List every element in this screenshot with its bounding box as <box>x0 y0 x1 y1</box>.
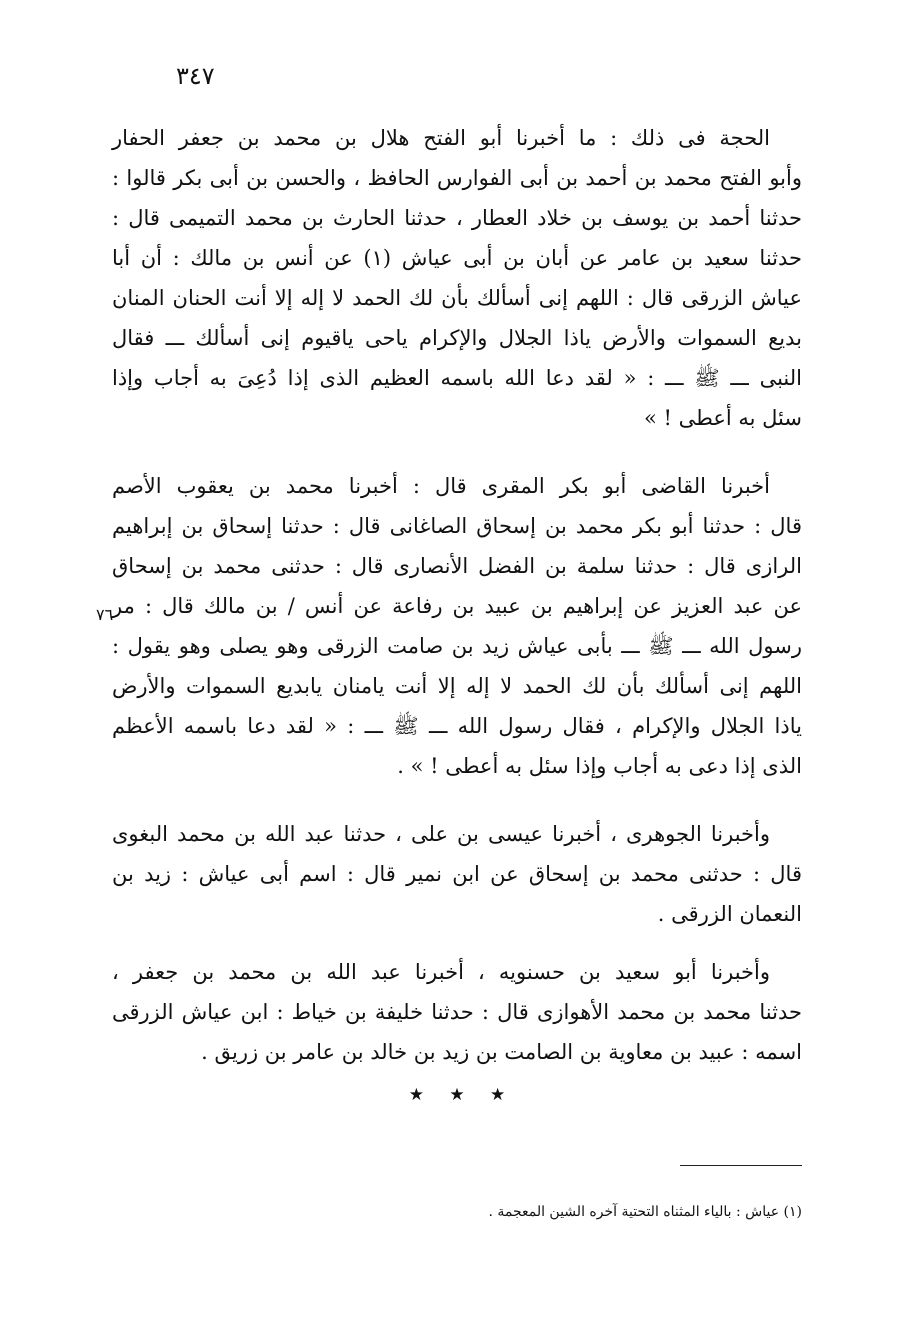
paragraph-3 <box>112 814 802 944</box>
page-number: ٣٤٧ <box>176 62 215 90</box>
text-line: الذى إذا دعى به أجاب وإذا سئل به أعطى ! » . <box>397 754 802 778</box>
text-line: حدثنا محمد بن محمد الأهوازى قال : حدثنا خليفة بن خياط : ابن عياش الزرقى <box>112 1000 802 1024</box>
text-line: حدثنا أحمد بن يوسف بن خلاد العطار ، حدثنا الحارث بن محمد التميمى قال : <box>112 206 802 230</box>
text-line: اللهم إنى أسألك بأن لك الحمد لا إله إلا أنت يامنان يابديع السموات والأرض <box>112 674 802 698</box>
text-line: الرازى قال : حدثنا سلمة بن الفضل الأنصارى قال : حدثنى محمد بن إسحاق <box>112 554 802 578</box>
footnote-rule <box>680 1165 802 1166</box>
text-line: ياذا الجلال والإكرام ، فقال رسول الله ـــ ﷺ ـــ : « لقد دعا باسمه الأعظم <box>112 714 802 738</box>
text-line: قال : حدثنى محمد بن إسحاق عن ابن نمير قال : اسم أبى عياش : زيد بن <box>112 862 802 886</box>
text-line: وأبو الفتح محمد بن أحمد بن أبى الفوارس الحافظ ، والحسن بن أبى بكر قالوا : <box>112 166 802 190</box>
text-line: اسمه : عبيد بن معاوية بن الصامت بن زيد بن خالد بن عامر بن زريق . <box>201 1040 802 1064</box>
paragraph-4 <box>112 952 802 1082</box>
text-line: عياش الزرقى قال : اللهم إنى أسألك بأن لك الحمد لا إله إلا أنت الحنان المنان <box>112 286 802 310</box>
text-line: وأخبرنا أبو سعيد بن حسنويه ، أخبرنا عبد الله بن محمد بن جعفر ، <box>112 960 770 984</box>
paragraph-1 <box>112 118 802 478</box>
margin-note: ٧٦ <box>96 605 114 624</box>
text-line: حدثنا سعيد بن عامر عن أبان بن أبى عياش (١) عن أنس بن مالك : أن أبا <box>112 246 803 270</box>
text-line: النعمان الزرقى . <box>657 902 802 926</box>
text-line: النبى ـــ ﷺ ـــ : « لقد دعا الله باسمه العظيم الذى إذا دُعِىَ به أجاب وإذا <box>112 366 802 390</box>
text-line: قال : حدثنا أبو بكر محمد بن إسحاق الصاغانى قال : حدثنا إسحاق بن إبراهيم <box>112 514 802 538</box>
text-line: سئل به أعطى ! » <box>643 406 802 430</box>
text-line: أخبرنا القاضى أبو بكر المقرى قال : أخبرنا محمد بن يعقوب الأصم <box>112 474 770 498</box>
paragraph-2 <box>112 466 802 806</box>
text-line: الحجة فى ذلك : ما أخبرنا أبو الفتح هلال بن محمد بن جعفر الحفار <box>112 126 770 150</box>
text-line: بديع السموات والأرض ياذا الجلال والإكرام ياحى ياقيوم إنى أسألك ـــ فقال <box>112 326 802 350</box>
text-line: رسول الله ـــ ﷺ ـــ بأبى عياش زيد بن صامت الزرقى وهو يصلى وهو يقول : <box>112 634 802 658</box>
section-separator: ★ ★ ★ <box>408 1085 516 1105</box>
text-line: عن عبد العزيز عن إبراهيم بن عبيد بن رفاعة عن أنس / بن مالك قال : مر <box>112 594 802 618</box>
footnote: (١) عياش : بالياء المثناه التحتية آخره الشين المعجمة . <box>488 1204 802 1220</box>
text-line: وأخبرنا الجوهرى ، أخبرنا عيسى بن على ، حدثنا عبد الله بن محمد البغوى <box>112 822 770 846</box>
